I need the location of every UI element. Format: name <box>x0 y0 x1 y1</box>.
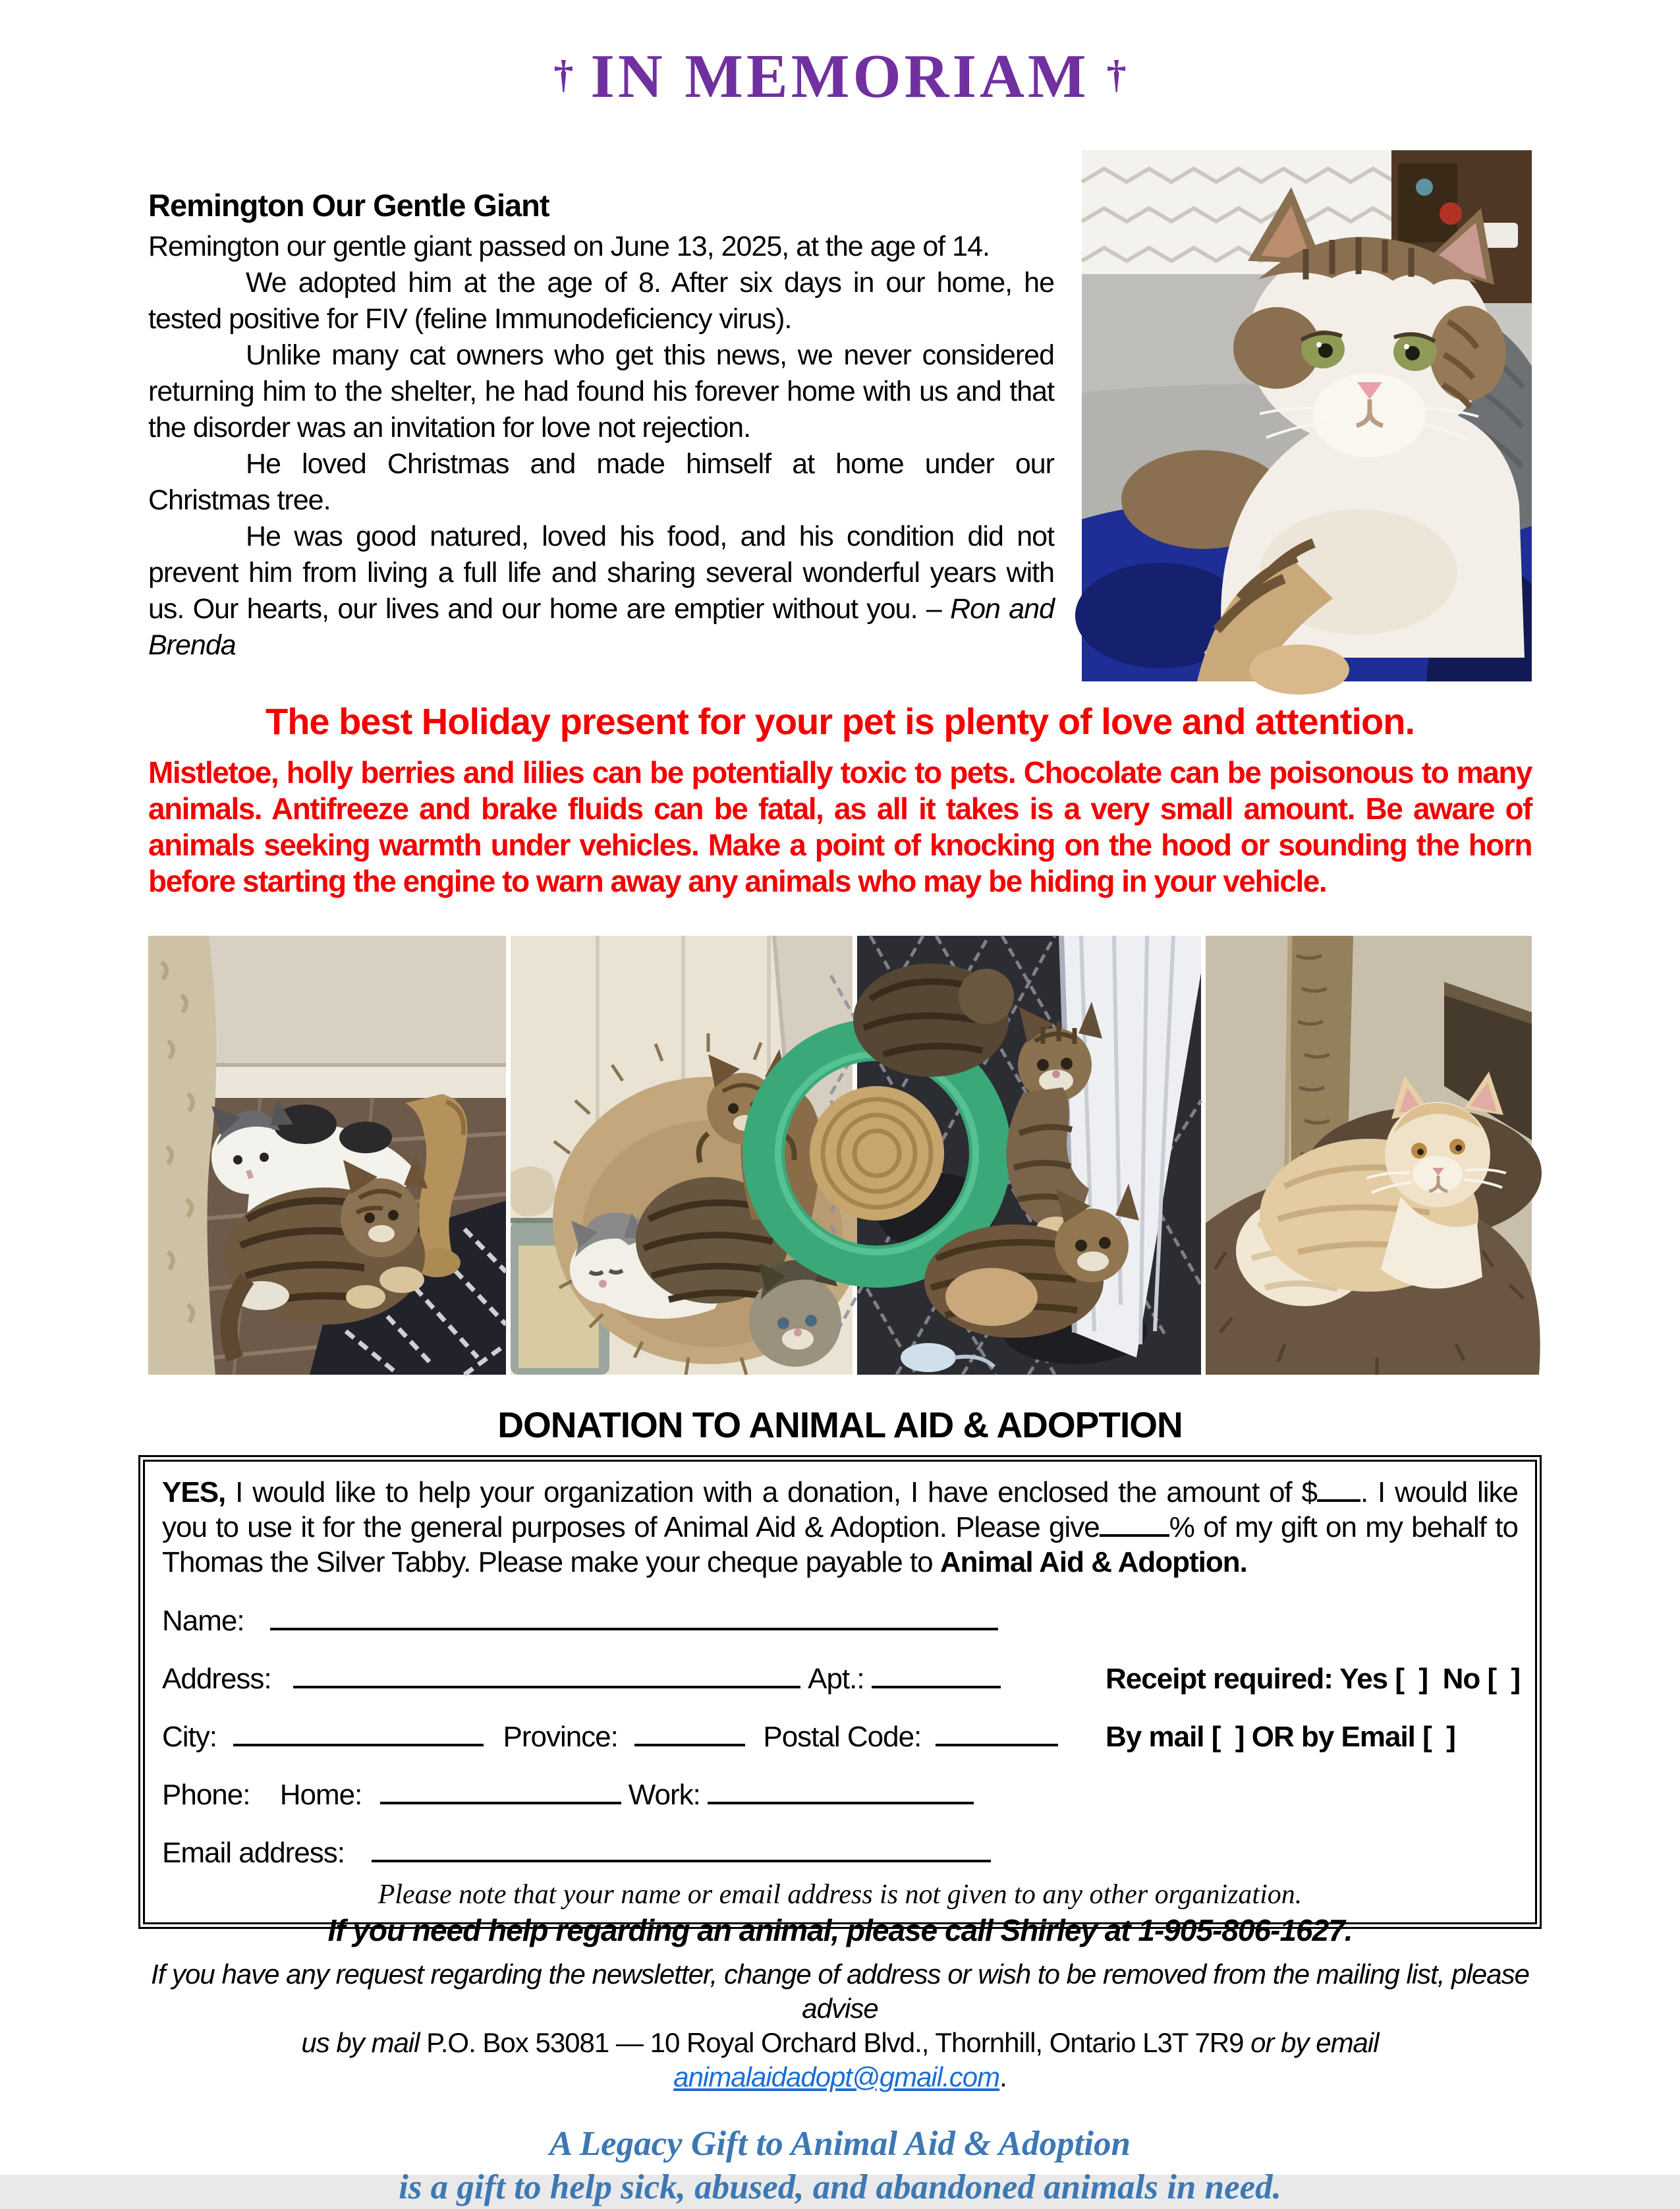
receipt-required-option: Receipt required: Yes [ ] No [ ] <box>1106 1663 1521 1695</box>
phone-label: Phone: <box>162 1779 250 1811</box>
remington-cat-photo <box>1082 150 1532 681</box>
home-phone-field <box>380 1779 621 1804</box>
memorial-paragraph: Remington our gentle giant passed on June 13, 2025, at the age of 14. <box>148 231 990 262</box>
holiday-warning-body: Mistletoe, holly berries and lilies can be potentially toxic to pets. Chocolate can be poisonous to many animals. Antifreeze and brake fluids can be fatal, as all it takes is a very small amount. Be aware of animals seeking warmth under vehicles. Make a point of knocking on the hood or sounding the horn before starting the engine to warn away any animals who may be hiding in your vehicle. <box>148 755 1532 898</box>
kitten-photo-floor <box>148 936 506 1375</box>
percent-blank <box>1100 1512 1169 1537</box>
postal-code-label: Postal Code: <box>763 1721 922 1753</box>
sentence-period: . <box>999 2061 1007 2092</box>
work-phone-field <box>708 1779 974 1804</box>
legacy-gift-message <box>148 2122 1532 2209</box>
email-label: Email address: <box>162 1837 345 1869</box>
privacy-note: Please note that your name or email address is not given to any other organization. <box>378 1879 1302 1910</box>
memorial-paragraph: He loved Christmas and made himself at home under our Christmas tree. <box>148 448 1054 516</box>
cross-icon: † <box>553 53 574 96</box>
kitten-photo-rug <box>857 936 1201 1375</box>
donation-text-1: I would like to help your organization with a donation, I have enclosed the amount of $ <box>225 1476 1317 1508</box>
footer <box>148 1912 1532 2209</box>
form-row-name <box>162 1605 1518 1638</box>
email-link[interactable]: animalaidadopt@gmail.com <box>673 2061 1000 2092</box>
donation-heading: DONATION TO ANIMAL AID & ADOPTION <box>497 1404 1183 1445</box>
memorial-paragraph: We adopted him at the age of 8. After six days in our home, he tested positive for FIV (feline Immunodeficiency virus). <box>148 267 1054 335</box>
memorial-paragraph-text: He was good natured, loved his food, and his condition did not prevent him from living a full life and sharing several wonderful years with us. Our hearts, our lives and our home are emptier without you. – <box>148 521 1054 625</box>
request-by-mail: us by mail <box>301 2027 427 2058</box>
donation-payee: Animal Aid & Adoption. <box>939 1546 1247 1578</box>
kittens-on-floor-illustration <box>148 936 506 1375</box>
holiday-warning-title: The best Holiday present for your pet is plenty of love and attention. <box>265 701 1414 742</box>
yes-label: YES, <box>162 1476 226 1508</box>
mailing-address: P.O. Box 53081 — 10 Royal Orchard Blvd., Thornhill, Ontario L3T 7R9 <box>426 2027 1244 2058</box>
kitten-photo-row <box>148 936 1532 1375</box>
form-row-address <box>162 1663 1521 1696</box>
newsletter-request-paragraph <box>148 1957 1532 2094</box>
kitten-photo-hammock <box>511 936 853 1375</box>
postal-code-field <box>936 1721 1058 1746</box>
form-row-city <box>162 1721 1518 1754</box>
page-title <box>0 41 1680 112</box>
apt-label: Apt.: <box>808 1663 864 1695</box>
address-field <box>293 1663 800 1688</box>
province-field <box>634 1721 745 1746</box>
memorial-heading: Remington Our Gentle Giant <box>148 188 549 223</box>
remington-cat-illustration <box>1082 150 1532 681</box>
memorial-paragraph: Unlike many cat owners who get this news, we never considered returning him to the shelter, he had found his forever home with us and that the disorder was an invitation for love not rejection. <box>148 339 1054 444</box>
legacy-line-1: A Legacy Gift to Animal Aid & Adoption <box>549 2125 1131 2163</box>
email-field <box>372 1837 991 1862</box>
name-field <box>270 1605 998 1630</box>
help-phone-line: If you need help regarding an animal, please call Shirley at 1-905-806-1627. <box>327 1913 1353 1947</box>
by-mail-or-email-option: By mail [ ] OR by Email [ ] <box>1106 1721 1455 1753</box>
form-row-email <box>162 1837 1518 1870</box>
apt-field <box>872 1663 1001 1688</box>
kittens-on-rug-illustration <box>857 936 1201 1375</box>
page-title-text: IN MEMORIAM <box>590 42 1090 111</box>
address-label: Address: <box>162 1663 271 1695</box>
cross-icon: † <box>1106 53 1127 96</box>
kittens-in-hammock-illustration <box>511 936 853 1375</box>
province-label: Province: <box>503 1721 618 1753</box>
request-line-1: If you have any request regarding the newsletter, change of address or wish to be removed from the mailing list, please advise <box>151 1959 1529 2024</box>
cat-photo-cat-tree <box>1206 936 1532 1375</box>
donation-yes-paragraph <box>162 1475 1518 1580</box>
memorial-section <box>148 150 1532 691</box>
city-label: City: <box>162 1721 217 1753</box>
work-label: Work: <box>628 1779 700 1811</box>
donation-text-3: % of my gift on my behalf to Thomas the Silver Tabby. Please make your cheque payable to <box>162 1511 1518 1578</box>
request-by-email: or by email <box>1243 2027 1379 2058</box>
cat-on-cat-tree-illustration <box>1206 936 1532 1375</box>
donation-text-2: . I would like you to use it for the general purposes of Animal Aid & Adoption. Please give <box>162 1476 1518 1543</box>
city-field <box>233 1721 484 1746</box>
donation-section <box>138 1404 1542 1929</box>
form-row-phone <box>162 1779 1518 1812</box>
memorial-signature: Ron and Brenda <box>148 593 1054 661</box>
name-label: Name: <box>162 1605 244 1637</box>
legacy-line-2: is a gift to help sick, abused, and abandoned animals in need. <box>399 2168 1281 2206</box>
amount-blank <box>1317 1477 1360 1502</box>
home-label: Home: <box>279 1779 362 1811</box>
donation-form-box <box>138 1455 1542 1929</box>
holiday-warning-section <box>148 700 1532 900</box>
